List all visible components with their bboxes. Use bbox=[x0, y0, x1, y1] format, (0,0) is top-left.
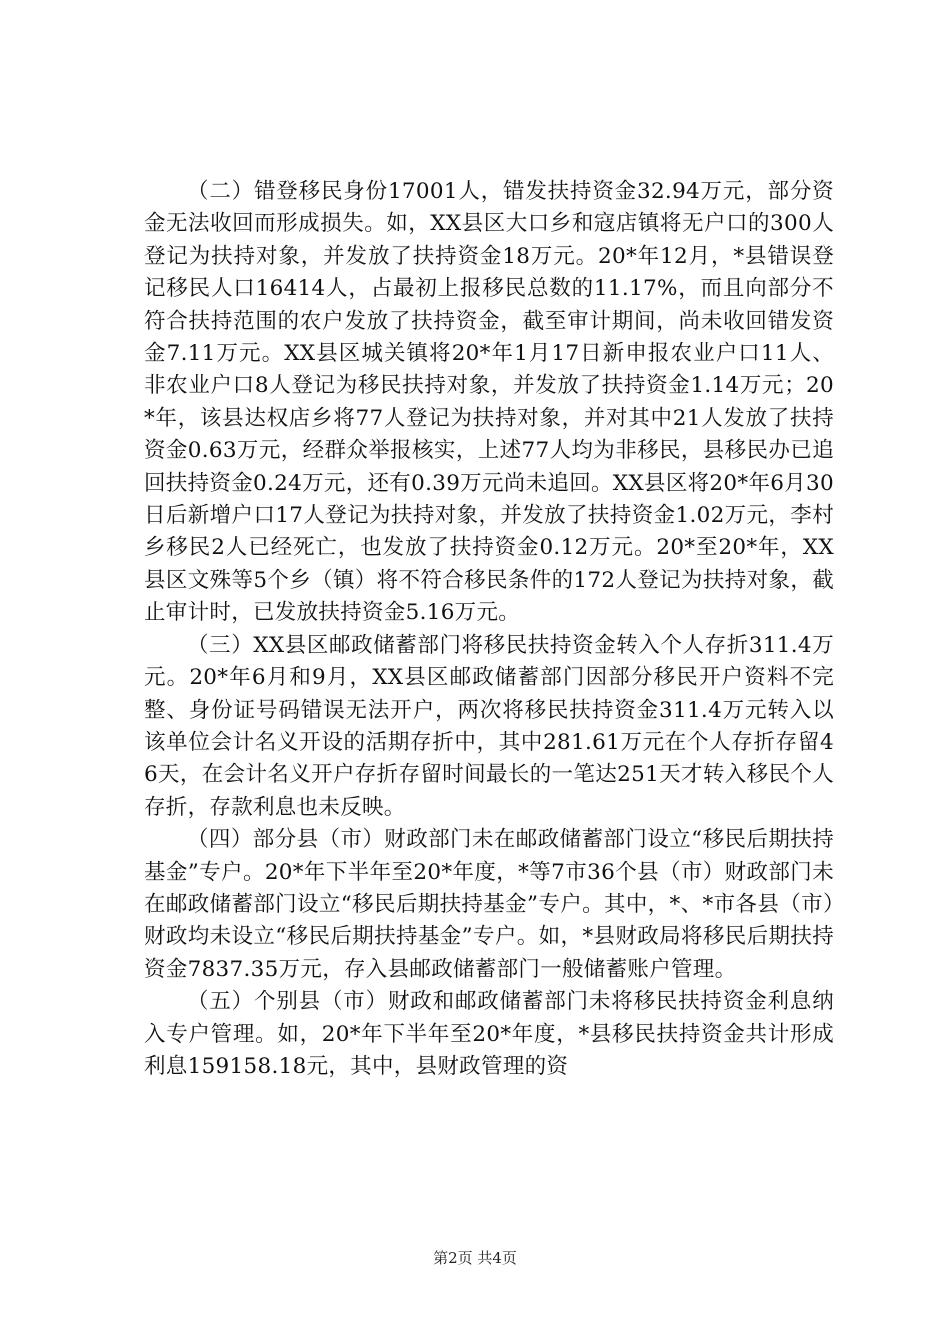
paragraph-2: （二）错登移民身份17001人，错发扶持资金32.94万元，部分资金无法收回而形成损失。如，XX县区大口乡和寇店镇将无户口的300人登记为扶持对象，并发放了扶持资金18万元。20*年12月，*县错误登记移民人口16414人，占最初上报移民总数的11.17%，而且向部分不符合扶持范围的农户发放了扶持资金，截至审计期间，尚未收回错发资金7.11万元。XX县区城关镇将20*年1月17日新申报农业户口11人、非农业户口8人登记为移民扶持对象，并发放了扶持资金1.14万元；20*年，该县达权店乡将77人登记为扶持对象，并对其中21人发放了扶持资金0.63万元，经群众举报核实，上述77人均为非移民，县移民办已追回扶持资金0.24万元，还有0.39万元尚未追回。XX县区将20*年6月30日后新增户口17人登记为扶持对象，并发放了扶持资金1.02万元，李村乡移民2人已经死亡，也发放了扶持资金0.12万元。20*至20*年，XX县区文殊等5个乡（镇）将不符合移民条件的172人登记为扶持对象，截止审计时，已发放扶持资金5.16万元。 bbox=[144, 179, 834, 626]
document-body bbox=[144, 176, 834, 1083]
paragraph-3: （三）XX县区邮政储蓄部门将移民扶持资金转入个人存折311.4万元。20*年6月和9月，XX县区邮政储蓄部门因部分移民开户资料不完整、身份证号码错误无法开户，两次将移民扶持资金311.4万元转入以该单位会计名义开设的活期存折中，其中281.61万元在个人存折存留46天，在会计名义开户存折存留时间最长的一笔达251天才转入移民个人存折，存款利息也未反映。 bbox=[144, 632, 834, 820]
page-footer: 第2页 共4页 bbox=[433, 1249, 517, 1267]
paragraph-5: （五）个别县（市）财政和邮政储蓄部门未将移民扶持资金利息纳入专户管理。如，20*年下半年至20*年度，*县移民扶持资金共计形成利息159158.18元，其中，县财政管理的资 bbox=[144, 989, 834, 1079]
paragraph-4: （四）部分县（市）财政部门未在邮政储蓄部门设立“移民后期扶持基金”专户。20*年下半年至20*年度，*等7市36个县（市）财政部门未在邮政储蓄部门设立“移民后期扶持基金”专户。其中，*、*市各县（市）财政均未设立“移民后期扶持基金”专户。如，*县财政局将移民后期扶持资金7837.35万元，存入县邮政储蓄部门一般储蓄账户管理。 bbox=[144, 827, 834, 982]
